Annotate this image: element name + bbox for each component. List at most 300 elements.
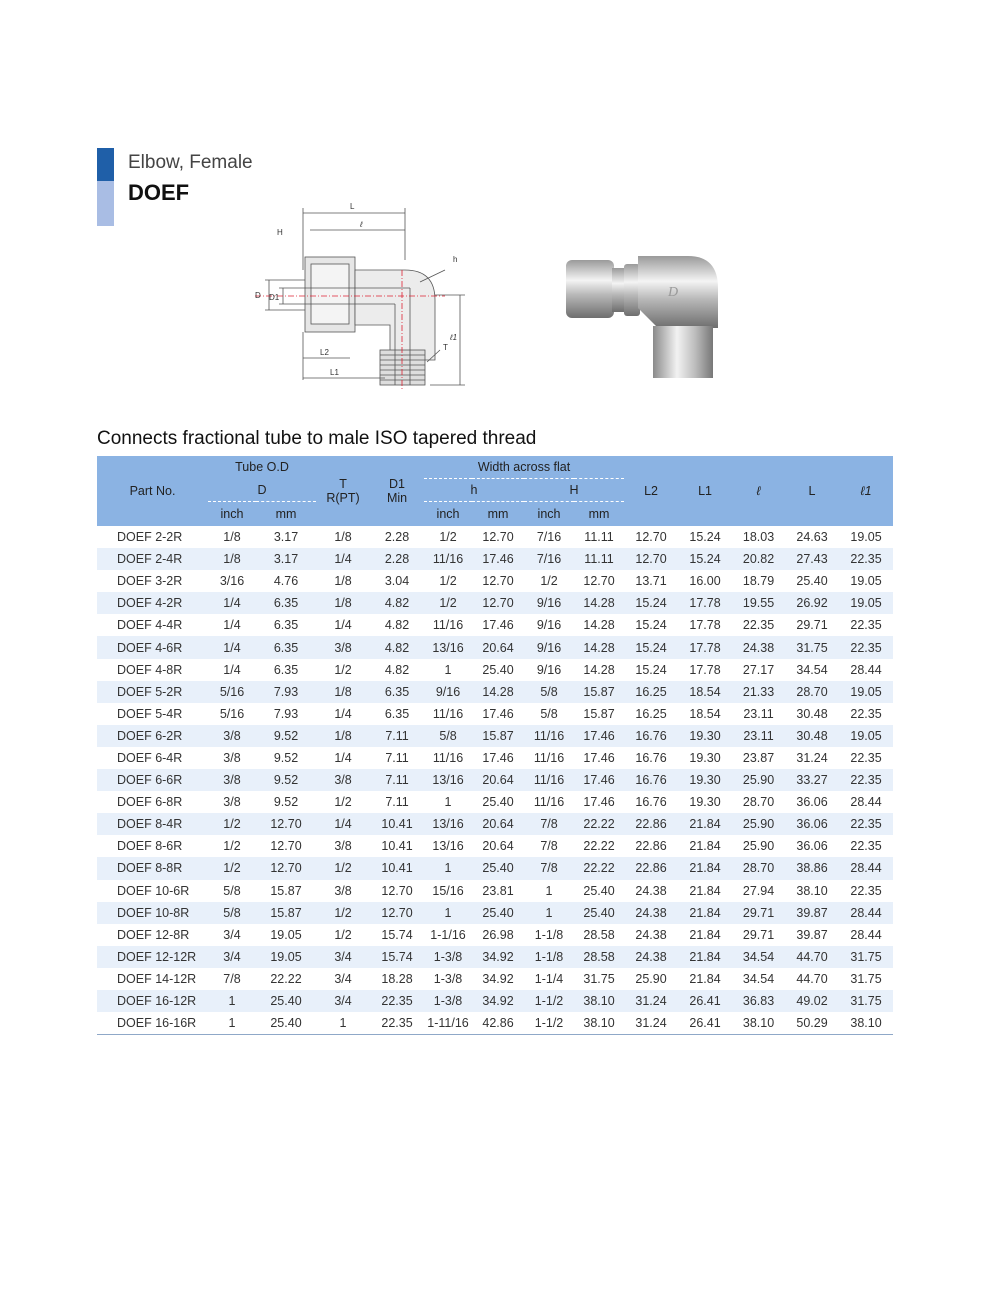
header-min-label: Min xyxy=(386,491,408,505)
table-cell: 1/4 xyxy=(208,636,256,658)
table-cell: 21.84 xyxy=(678,946,732,968)
table-cell: 9/16 xyxy=(424,681,472,703)
table-cell: 4.76 xyxy=(273,574,299,589)
table-cell: 26.98 xyxy=(482,927,514,942)
part-number-cell: DOEF 12-8R xyxy=(117,927,190,942)
dim-label-L1: L1 xyxy=(330,368,339,377)
table-row xyxy=(97,968,893,990)
table-cell: 14.28 xyxy=(472,681,524,703)
table-row xyxy=(97,703,893,725)
table-cell: 7.11 xyxy=(385,750,409,765)
table-cell: 1/4 xyxy=(223,662,241,677)
table-cell: 1 xyxy=(208,990,256,1012)
table-cell: 28.44 xyxy=(850,662,882,677)
table-cell: 38.10 xyxy=(574,990,624,1012)
part-number-cell: DOEF 5-2R xyxy=(97,681,208,703)
table-cell: 14.28 xyxy=(583,618,615,633)
table-cell: 15.74 xyxy=(370,946,424,968)
table-cell: 1/4 xyxy=(334,750,352,765)
header-l2: L2 xyxy=(624,456,678,526)
dimension-table xyxy=(97,456,893,1035)
table-body xyxy=(97,526,893,1035)
table-cell: 3/8 xyxy=(334,883,352,898)
header-l-small: ℓ xyxy=(732,456,785,526)
table-cell: 2.28 xyxy=(370,548,424,570)
table-cell: 44.70 xyxy=(785,946,839,968)
table-cell: 22.35 xyxy=(839,636,893,658)
header-t xyxy=(316,456,370,526)
part-number-cell: DOEF 3-2R xyxy=(117,574,183,589)
dim-label-H: H xyxy=(277,228,283,237)
table-cell: 22.22 xyxy=(574,813,624,835)
table-cell: 7/8 xyxy=(223,971,241,986)
table-cell: 31.75 xyxy=(785,636,839,658)
table-cell: 23.87 xyxy=(742,750,775,765)
table-cell: 7.93 xyxy=(256,681,316,703)
table-cell: 20.64 xyxy=(472,813,524,835)
table-cell: 19.05 xyxy=(839,725,893,747)
table-cell: 1/8 xyxy=(316,725,370,747)
table-cell: 17.78 xyxy=(689,618,721,633)
table-cell: 1/2 xyxy=(540,574,558,589)
table-cell: 24.38 xyxy=(624,946,678,968)
table-cell: 22.86 xyxy=(624,813,678,835)
header-t-label: T xyxy=(339,477,347,491)
table-cell: 19.05 xyxy=(850,574,882,589)
table-row xyxy=(97,902,893,924)
table-cell: 18.79 xyxy=(742,574,775,589)
table-cell: 11/16 xyxy=(524,725,574,747)
table-cell: 1-1/8 xyxy=(534,927,564,942)
table-cell: 34.54 xyxy=(732,946,785,968)
table-cell: 3/8 xyxy=(208,769,256,791)
table-cell: 34.92 xyxy=(482,971,514,986)
table-cell: 1/8 xyxy=(334,530,352,545)
header-hh-mm: mm xyxy=(574,502,624,527)
table-cell: 11/16 xyxy=(432,618,464,633)
table-cell: 15.87 xyxy=(270,883,302,898)
table-cell: 5/8 xyxy=(540,706,558,721)
dim-label-L2: L2 xyxy=(320,348,329,357)
table-cell: 5/16 xyxy=(219,706,245,721)
part-number-cell: DOEF 2-4R xyxy=(97,548,208,570)
dim-label-D: D xyxy=(255,291,261,300)
table-cell: 19.30 xyxy=(678,725,732,747)
part-number-cell: DOEF 5-4R xyxy=(117,706,183,721)
table-row xyxy=(97,548,893,570)
table-cell: 5/16 xyxy=(208,681,256,703)
table-row xyxy=(97,1012,893,1035)
table-cell: 11/16 xyxy=(432,750,464,765)
table-cell: 15.24 xyxy=(635,618,667,633)
table-cell: 13/16 xyxy=(424,636,472,658)
table-cell: 7/16 xyxy=(524,548,574,570)
dim-label-h: h xyxy=(453,255,458,264)
table-cell: 10.41 xyxy=(370,857,424,879)
table-cell: 13/16 xyxy=(424,769,472,791)
table-cell: 17.46 xyxy=(482,618,514,633)
table-cell: 15.24 xyxy=(678,548,732,570)
table-cell: 17.46 xyxy=(482,706,514,721)
table-cell: 21.84 xyxy=(689,839,721,854)
table-cell: 20.64 xyxy=(472,769,524,791)
table-cell: 2.28 xyxy=(384,530,410,545)
table-cell: 24.38 xyxy=(635,927,667,942)
part-number-cell: DOEF 4-6R xyxy=(97,636,208,658)
table-cell: 25.40 xyxy=(583,883,615,898)
table-cell: 4.82 xyxy=(370,592,424,614)
table-cell: 21.84 xyxy=(689,971,721,986)
table-cell: 1 xyxy=(444,795,452,810)
table-cell: 1/2 xyxy=(424,592,472,614)
table-cell: 1-1/2 xyxy=(524,1012,574,1035)
part-number-cell: DOEF 6-4R xyxy=(117,750,183,765)
table-cell: 15.24 xyxy=(635,662,667,677)
table-cell: 1-3/8 xyxy=(433,971,463,986)
table-row xyxy=(97,681,893,703)
table-cell: 22.22 xyxy=(270,971,302,986)
accent-bar-bottom xyxy=(97,181,114,226)
table-cell: 26.41 xyxy=(678,990,732,1012)
table-cell: 3/8 xyxy=(334,839,352,854)
part-number-cell: DOEF 8-6R xyxy=(117,839,183,854)
table-cell: 25.40 xyxy=(574,902,624,924)
table-cell: 12.70 xyxy=(370,902,424,924)
table-cell: 1/4 xyxy=(316,548,370,570)
table-cell: 7/16 xyxy=(536,530,562,545)
table-cell: 20.64 xyxy=(472,636,524,658)
header-d1-label: D1 xyxy=(389,477,405,491)
table-cell: 1-1/16 xyxy=(430,927,466,942)
table-cell: 9/16 xyxy=(536,618,562,633)
header-h-small: h xyxy=(424,479,524,502)
accent-bar-top xyxy=(97,148,114,181)
table-cell: 22.35 xyxy=(839,769,893,791)
table-cell: 1/4 xyxy=(223,618,241,633)
table-cell: 1/2 xyxy=(334,795,352,810)
table-cell: 19.05 xyxy=(270,927,302,942)
table-cell: 6.35 xyxy=(256,592,316,614)
table-cell: 25.40 xyxy=(256,990,316,1012)
table-cell: 33.27 xyxy=(785,769,839,791)
table-cell: 19.05 xyxy=(839,592,893,614)
table-cell: 1/2 xyxy=(223,839,241,854)
table-cell: 17.46 xyxy=(583,750,615,765)
part-number-cell: DOEF 4-2R xyxy=(97,592,208,614)
header-rpt-label: R(PT) xyxy=(326,491,360,505)
table-cell: 28.70 xyxy=(732,857,785,879)
table-cell: 1-1/2 xyxy=(524,990,574,1012)
header-width-across-flat: Width across flat xyxy=(424,456,624,479)
table-row xyxy=(97,725,893,747)
table-cell: 16.76 xyxy=(624,725,678,747)
table-cell: 9.52 xyxy=(256,725,316,747)
table-cell: 39.87 xyxy=(796,927,828,942)
table-cell: 7/8 xyxy=(540,839,558,854)
table-cell: 11.11 xyxy=(574,548,624,570)
part-number-cell: DOEF 16-16R xyxy=(97,1012,208,1035)
product-photo xyxy=(558,248,728,383)
header-d-inch: inch xyxy=(208,502,256,527)
table-cell: 17.46 xyxy=(574,725,624,747)
part-number-cell: DOEF 6-6R xyxy=(97,769,208,791)
table-cell: 9.52 xyxy=(273,795,299,810)
table-cell: 1 xyxy=(316,1012,370,1035)
table-cell: 1/2 xyxy=(208,813,256,835)
table-cell: 3/8 xyxy=(316,636,370,658)
table-cell: 9.52 xyxy=(273,750,299,765)
table-cell: 5/8 xyxy=(524,681,574,703)
table-cell: 1-3/8 xyxy=(424,946,472,968)
table-cell: 28.44 xyxy=(850,927,882,942)
table-cell: 25.40 xyxy=(256,1012,316,1035)
table-cell: 4.82 xyxy=(384,662,410,677)
table-cell: 24.38 xyxy=(732,636,785,658)
part-number-cell: DOEF 8-8R xyxy=(97,857,208,879)
table-cell: 17.46 xyxy=(482,750,514,765)
table-cell: 34.54 xyxy=(796,662,828,677)
table-cell: 1-1/8 xyxy=(524,946,574,968)
part-number-cell: DOEF 10-8R xyxy=(97,902,208,924)
table-row xyxy=(97,835,893,857)
table-cell: 1/2 xyxy=(334,927,352,942)
header-h-inch: inch xyxy=(424,502,472,527)
table-cell: 27.43 xyxy=(785,548,839,570)
table-row xyxy=(97,570,893,592)
table-cell: 31.75 xyxy=(839,946,893,968)
table-cell: 25.40 xyxy=(796,574,828,589)
table-cell: 20.64 xyxy=(482,839,514,854)
table-cell: 50.29 xyxy=(785,1012,839,1035)
header-part-no: Part No. xyxy=(97,456,208,526)
table-cell: 1/2 xyxy=(316,902,370,924)
table-row xyxy=(97,769,893,791)
header-h-mm: mm xyxy=(472,502,524,527)
table-cell: 9/16 xyxy=(524,592,574,614)
table-cell: 34.92 xyxy=(472,990,524,1012)
table-cell: 31.24 xyxy=(796,750,828,765)
table-cell: 38.10 xyxy=(574,1012,624,1035)
table-cell: 18.54 xyxy=(678,681,732,703)
table-cell: 21.84 xyxy=(689,883,721,898)
table-cell: 16.76 xyxy=(635,750,667,765)
table-cell: 23.11 xyxy=(743,706,774,721)
table-cell: 11/16 xyxy=(533,795,565,810)
table-cell: 44.70 xyxy=(796,971,828,986)
table-cell: 22.86 xyxy=(635,839,667,854)
table-cell: 3.04 xyxy=(384,574,410,589)
dim-label-L: L xyxy=(350,202,355,211)
table-cell: 10.41 xyxy=(381,839,413,854)
table-row xyxy=(97,636,893,658)
dim-label-T: T xyxy=(443,343,448,352)
table-cell: 28.44 xyxy=(850,795,882,810)
table-cell: 13.71 xyxy=(635,574,667,589)
table-cell: 15.87 xyxy=(256,902,316,924)
table-cell: 20.82 xyxy=(732,548,785,570)
table-cell: 19.05 xyxy=(256,946,316,968)
table-row xyxy=(97,592,893,614)
table-cell: 1 xyxy=(424,902,472,924)
table-cell: 38.10 xyxy=(732,1012,785,1035)
table-cell: 3/8 xyxy=(316,769,370,791)
header-d: D xyxy=(208,479,316,502)
table-cell: 11/16 xyxy=(533,750,565,765)
table-cell: 25.40 xyxy=(472,902,524,924)
table-cell: 19.55 xyxy=(732,592,785,614)
table-row xyxy=(97,990,893,1012)
table-cell: 15.24 xyxy=(624,636,678,658)
table-cell: 19.30 xyxy=(689,795,721,810)
table-cell: 30.48 xyxy=(785,725,839,747)
table-cell: 3/4 xyxy=(223,927,241,942)
table-cell: 3.17 xyxy=(256,548,316,570)
header-d-mm: mm xyxy=(256,502,316,527)
table-cell: 9.52 xyxy=(256,769,316,791)
table-cell: 15.74 xyxy=(381,927,413,942)
table-cell: 22.86 xyxy=(624,857,678,879)
part-number-cell: DOEF 14-12R xyxy=(117,971,197,986)
table-row xyxy=(97,614,893,636)
table-cell: 25.90 xyxy=(732,769,785,791)
table-cell: 15.87 xyxy=(574,681,624,703)
table-cell: 22.35 xyxy=(850,839,882,854)
table-cell: 5/8 xyxy=(424,725,472,747)
table-row xyxy=(97,946,893,968)
table-cell: 18.28 xyxy=(381,971,413,986)
table-cell: 1/8 xyxy=(316,681,370,703)
table-cell: 22.35 xyxy=(839,813,893,835)
dim-label-l1: ℓ1 xyxy=(450,333,458,342)
table-cell: 36.83 xyxy=(732,990,785,1012)
table-cell: 1/8 xyxy=(208,548,256,570)
table-cell: 15/16 xyxy=(432,883,464,898)
table-cell: 25.90 xyxy=(732,813,785,835)
table-cell: 1-1/4 xyxy=(534,971,564,986)
table-cell: 28.70 xyxy=(785,681,839,703)
table-cell: 1/2 xyxy=(334,662,352,677)
header-l1: L1 xyxy=(678,456,732,526)
table-cell: 1/8 xyxy=(316,592,370,614)
table-cell: 1 xyxy=(424,857,472,879)
header-tube-od: Tube O.D xyxy=(208,456,316,479)
table-cell: 15.24 xyxy=(689,530,721,545)
table-cell: 1/2 xyxy=(316,857,370,879)
table-cell: 30.48 xyxy=(796,706,828,721)
table-cell: 25.40 xyxy=(472,857,524,879)
table-cell: 7.11 xyxy=(370,725,424,747)
table-cell: 28.44 xyxy=(839,857,893,879)
table-row xyxy=(97,924,893,946)
table-cell: 14.28 xyxy=(574,636,624,658)
table-cell: 3/8 xyxy=(223,795,241,810)
table-cell: 29.71 xyxy=(732,902,785,924)
product-subtitle: Elbow, Female xyxy=(128,152,253,173)
table-cell: 22.35 xyxy=(839,548,893,570)
table-cell: 17.46 xyxy=(583,795,615,810)
table-cell: 1/4 xyxy=(334,706,352,721)
table-cell: 17.78 xyxy=(678,636,732,658)
table-cell: 17.78 xyxy=(678,592,732,614)
table-cell: 19.30 xyxy=(689,750,721,765)
table-cell: 22.35 xyxy=(742,618,775,633)
table-cell: 17.46 xyxy=(472,548,524,570)
table-cell: 28.58 xyxy=(574,946,624,968)
table-cell: 1 xyxy=(444,662,452,677)
table-cell: 1/4 xyxy=(208,592,256,614)
table-cell: 1 xyxy=(545,883,553,898)
table-cell: 16.25 xyxy=(635,706,667,721)
table-cell: 5/8 xyxy=(223,883,241,898)
table-row xyxy=(97,791,893,813)
header-h-big: H xyxy=(524,479,624,502)
table-cell: 36.06 xyxy=(796,795,828,810)
table-cell: 1/2 xyxy=(439,530,457,545)
table-cell: 19.30 xyxy=(678,769,732,791)
table-cell: 26.92 xyxy=(785,592,839,614)
table-cell: 28.58 xyxy=(583,927,615,942)
table-cell: 3/8 xyxy=(208,725,256,747)
table-cell: 31.75 xyxy=(850,971,882,986)
table-cell: 16.00 xyxy=(689,574,721,589)
table-cell: 18.54 xyxy=(689,706,721,721)
header-d1 xyxy=(370,456,424,526)
table-cell: 1-11/16 xyxy=(424,1012,472,1035)
part-number-cell: DOEF 16-12R xyxy=(97,990,208,1012)
table-row xyxy=(97,659,893,681)
table-cell: 21.84 xyxy=(678,857,732,879)
table-cell: 25.40 xyxy=(482,662,514,677)
table-cell: 12.70 xyxy=(270,839,302,854)
table-cell: 12.70 xyxy=(482,530,514,545)
table-cell: 24.38 xyxy=(624,902,678,924)
table-cell: 7.93 xyxy=(273,706,299,721)
table-cell: 19.05 xyxy=(839,681,893,703)
table-cell: 29.71 xyxy=(742,927,775,942)
table-cell: 6.35 xyxy=(273,662,299,677)
table-cell: 3/4 xyxy=(334,971,352,986)
table-cell: 10.41 xyxy=(370,813,424,835)
table-cell: 25.90 xyxy=(742,839,775,854)
table-cell: 23.81 xyxy=(482,883,514,898)
table-cell: 38.86 xyxy=(785,857,839,879)
table-cell: 27.17 xyxy=(742,662,775,677)
table-cell: 9/16 xyxy=(524,636,574,658)
product-title: DOEF xyxy=(128,180,190,205)
table-cell: 1/2 xyxy=(208,857,256,879)
table-cell: 1/8 xyxy=(334,574,352,589)
table-cell: 1/4 xyxy=(316,813,370,835)
table-cell: 6.35 xyxy=(370,681,424,703)
table-cell: 36.06 xyxy=(785,813,839,835)
table-cell: 3/8 xyxy=(223,750,241,765)
table-row xyxy=(97,747,893,769)
table-cell: 34.54 xyxy=(742,971,775,986)
table-cell: 34.92 xyxy=(472,946,524,968)
table-cell: 6.35 xyxy=(256,636,316,658)
table-cell: 16.25 xyxy=(624,681,678,703)
table-row xyxy=(97,813,893,835)
part-number-cell: DOEF 4-8R xyxy=(117,662,183,677)
table-cell: 22.35 xyxy=(850,618,882,633)
table-cell: 31.75 xyxy=(839,990,893,1012)
table-cell: 7/8 xyxy=(524,813,574,835)
table-cell: 17.78 xyxy=(689,662,721,677)
table-cell: 1/8 xyxy=(223,530,241,545)
description: Connects fractional tube to male ISO tapered thread xyxy=(97,428,537,449)
part-number-cell: DOEF 8-4R xyxy=(97,813,208,835)
table-cell: 11.11 xyxy=(584,530,614,545)
